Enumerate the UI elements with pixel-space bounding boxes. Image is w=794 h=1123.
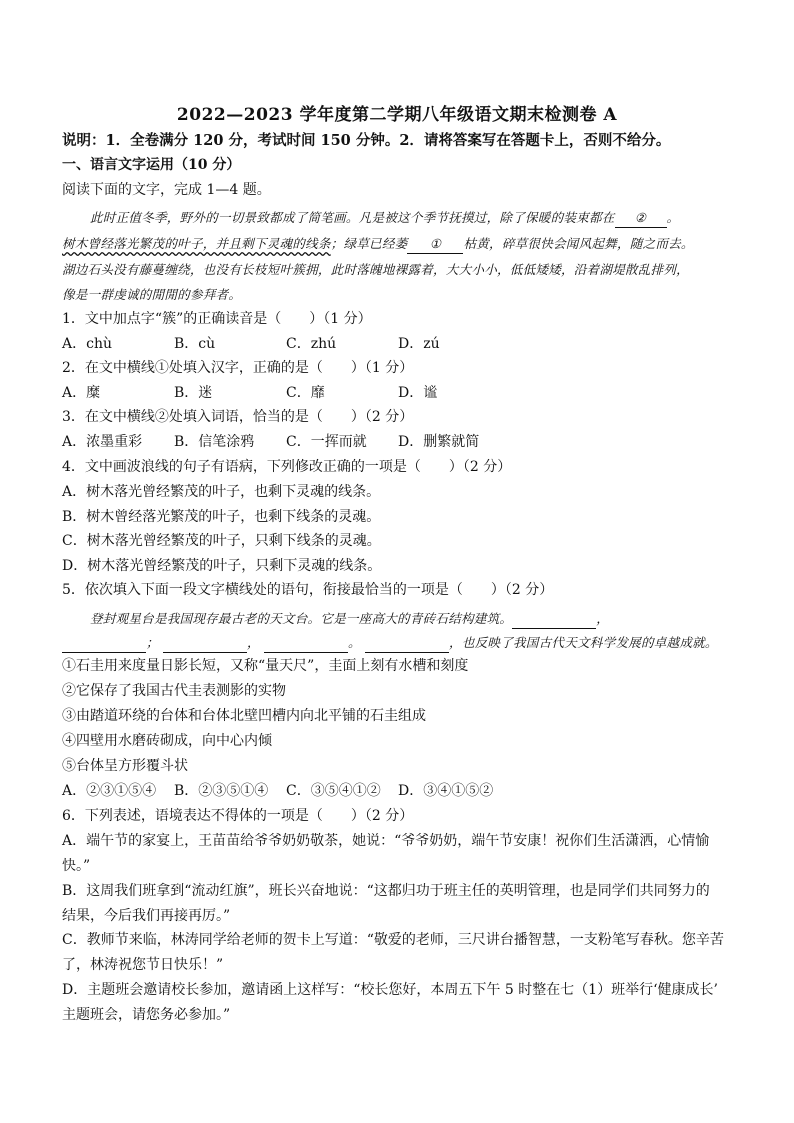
q5-item: ②它保存了我国古代圭表测影的实物 <box>62 683 286 699</box>
option-b: B．信笔涂鸦 <box>174 434 255 450</box>
q5-item: ①石圭用来度量日影长短，又称“量天尺”，圭面上刻有水槽和刻度 <box>62 658 469 674</box>
passage-line-1 <box>90 209 679 228</box>
option-c: C．教师节来临，林涛同学给老师的贺卡上写道：“敬爱的老师，三尺讲台播智慧，一支粉笔写春秋。您辛苦 <box>62 932 724 948</box>
option-a: A．树木落光曾经繁茂的叶子，也剩下灵魂的线条。 <box>62 484 381 500</box>
blank-1: ① <box>407 235 463 254</box>
passage-text: ， <box>596 611 609 626</box>
wavy-sentence: 树木曾经落光繁茂的叶子，并且剩下灵魂的线条 <box>62 236 331 251</box>
instructions: 说明：1．全卷满分 120 分，考试时间 150 分钟。2．请将答案写在答题卡上，否则不给分。 <box>62 132 671 149</box>
option-a-cont: 快。” <box>62 858 91 874</box>
question-3: 3．在文中横线②处填入词语，恰当的是（ ）（2 分） <box>62 409 414 425</box>
option-a: A．糜 <box>62 385 101 401</box>
option-b: B．树木曾经落光繁茂的叶子，也剩下线条的灵魂。 <box>62 509 381 525</box>
section-heading: 一、语言文字运用（10 分） <box>62 157 241 173</box>
option-a: A．端午节的家宴上，王苗苗给爷爷奶奶敬茶，她说：“爷爷奶奶，端午节安康！祝你们生活潇洒，心情愉 <box>62 833 710 849</box>
section-intro: 阅读下面的文字，完成 1—4 题。 <box>62 182 271 198</box>
answer-blank <box>264 634 348 653</box>
q5-passage-line-2 <box>62 634 718 653</box>
option-c: C．一挥而就 <box>286 434 367 450</box>
option-d: D．③④①⑤② <box>398 783 494 799</box>
passage-text: 登封观星台是我国现存最古老的天文台。它是一座高大的青砖石结构建筑。 <box>90 611 513 626</box>
question-2-options <box>62 384 437 402</box>
option-b-cont: 结果，今后我们再接再厉。” <box>62 908 231 924</box>
option-d: D．删繁就简 <box>398 434 480 450</box>
page-title: 2022—2023 学年度第二学期八年级语文期末检测卷 A <box>176 105 618 125</box>
passage-line-4: 像是一群虔诚的閒閒的参拜者。 <box>62 287 242 302</box>
option-c: C．树木落光曾经繁茂的叶子，只剩下线条的灵魂。 <box>62 533 381 549</box>
passage-text: ；绿草已经萎 <box>330 236 408 251</box>
answer-blank <box>163 634 247 653</box>
blank-2: ② <box>615 209 667 228</box>
passage-line-2 <box>62 235 694 254</box>
question-2: 2．在文中横线①处填入汉字，正确的是（ ）（1 分） <box>62 360 414 376</box>
question-1: 1．文中加点字“簇”的正确读音是（ ）（1 分） <box>62 311 372 327</box>
question-1-options <box>62 335 440 353</box>
answer-blank <box>365 634 449 653</box>
option-c: C．③⑤④①② <box>286 783 381 799</box>
passage-text: ，也反映了我国古代天文科学发展的卓越成就。 <box>449 635 718 650</box>
question-6: 6．下列表述，语境表达不得体的一项是（ ）（2 分） <box>62 808 414 824</box>
q5-item: ④四壁用水磨砖砌成，向中心内倾 <box>62 733 272 749</box>
passage-text: ； <box>146 635 159 650</box>
passage-text: 此时正值冬季，野外的一切景致都成了简笔画。凡是被这个季节抚摸过，除了保暖的装束都在 <box>90 210 615 225</box>
question-4: 4．文中画波浪线的句子有语病，下列修改正确的一项是（ ）（2 分） <box>62 459 512 475</box>
q5-item: ⑤台体呈方形覆斗状 <box>62 758 188 774</box>
option-d-cont: 主题班会，请您务必参加。” <box>62 1007 231 1023</box>
option-b: B．迷 <box>174 385 213 401</box>
answer-blank <box>512 610 596 629</box>
passage-text: 。 <box>666 210 680 225</box>
option-a: A．②③①⑤④ <box>62 783 157 799</box>
question-5-options <box>62 782 493 800</box>
answer-blank <box>62 634 146 653</box>
option-d: D．zú <box>398 336 440 352</box>
option-c-cont: 了，林涛祝您节日快乐！” <box>62 957 224 973</box>
question-5: 5．依次填入下面一段文字横线处的语句，衔接最恰当的一项是（ ）（2 分） <box>62 582 554 598</box>
q5-item: ③由踏道环绕的台体和台体北壁凹槽内向北平铺的石圭组成 <box>62 708 426 724</box>
option-a: A．浓墨重彩 <box>62 434 143 450</box>
passage-text: 枯黄，碎草很快会闻风起舞，随之而去。 <box>463 236 694 251</box>
option-d: D．谧 <box>398 385 438 401</box>
option-a: A．chù <box>62 336 112 352</box>
passage-text: ， <box>247 635 260 650</box>
option-c: C．靡 <box>286 385 325 401</box>
option-d: D．树木落光曾经繁茂的叶子，只剩下灵魂的线条。 <box>62 558 382 574</box>
option-d: D．主题班会邀请校长参加，邀请函上这样写：“校长您好，本周五下午 5 时整在七（1）班举行‘健康成长’ <box>62 982 718 998</box>
q5-passage-line-1 <box>90 610 609 629</box>
passage-line-3: 湖边石头没有藤蔓缠绕，也没有长枝短叶簇拥，此时落魄地裸露着，大大小小，低低矮矮，沿着湖堤散乱排列， <box>62 262 689 277</box>
question-3-options <box>62 433 479 451</box>
option-c: C．zhú <box>286 336 337 352</box>
option-b: B．②③⑤①④ <box>174 783 269 799</box>
option-b: B．这周我们班拿到“流动红旗”，班长兴奋地说：“这都归功于班主任的英明管理，也是同学们共同努力的 <box>62 883 710 899</box>
option-b: B．cù <box>174 336 216 352</box>
passage-text: 。 <box>348 635 361 650</box>
